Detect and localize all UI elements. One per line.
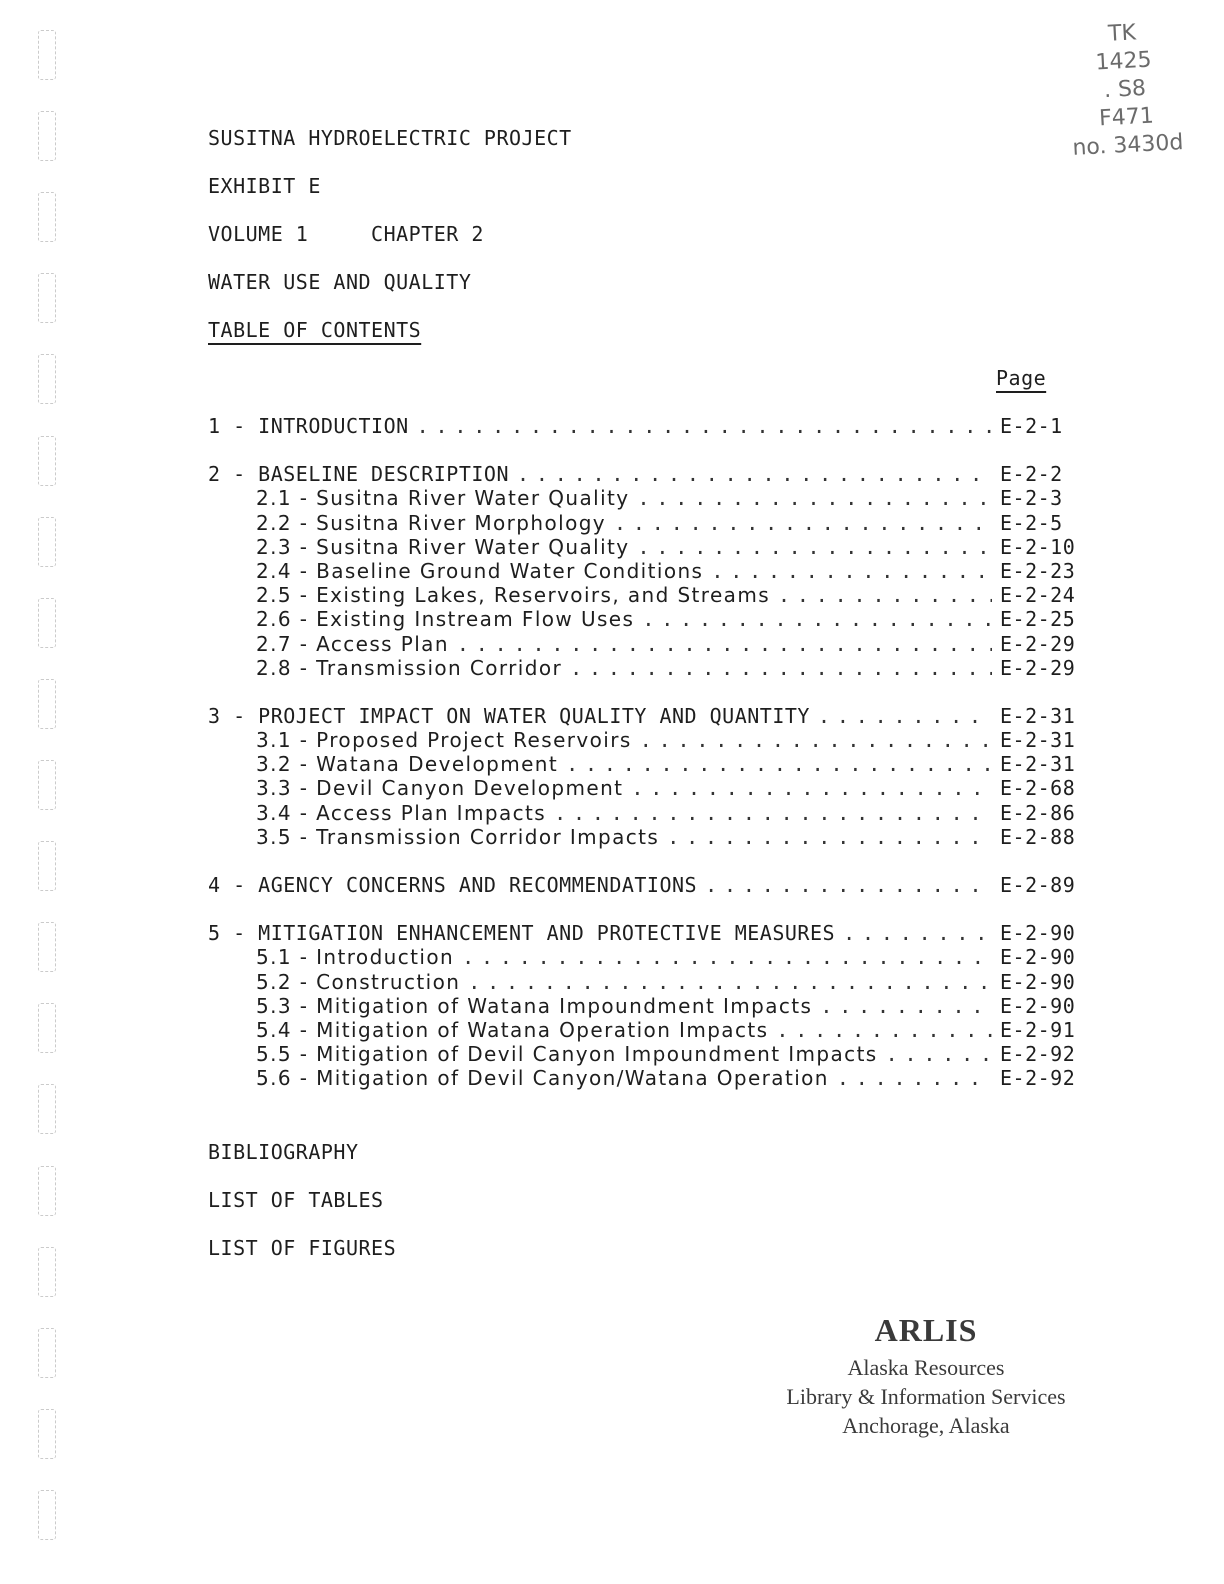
dot-leader [886, 1042, 992, 1066]
punch-hole [38, 1490, 56, 1540]
toc-entry[interactable] [208, 704, 1078, 728]
dot-leader [517, 462, 992, 486]
toc-entry-page: E-2-92 [1000, 1042, 1076, 1067]
toc-entry-label: 5.6 - Mitigation of Devil Canyon/Watana Operation [256, 1066, 829, 1091]
stamp-line: Anchorage, Alaska [842, 1413, 1010, 1438]
toc-entry-label: 3 - PROJECT IMPACT ON WATER QUALITY AND QUANTITY [208, 703, 810, 728]
toc-list-of-tables[interactable]: LIST OF TABLES [208, 1188, 384, 1212]
dot-leader [843, 921, 992, 945]
toc-entry[interactable] [208, 776, 1078, 800]
toc-entry[interactable] [208, 462, 1078, 486]
toc-entry-page: E-2-10 [1000, 534, 1076, 559]
punch-hole [38, 679, 56, 729]
toc-entry-label: 2.1 - Susitna River Water Quality [256, 486, 630, 511]
dot-leader [818, 704, 992, 728]
toc-entry-page: E-2-29 [1000, 655, 1076, 680]
toc-entry-label: 3.2 - Watana Development [256, 752, 559, 777]
dot-leader [614, 511, 992, 535]
dot-leader [468, 970, 992, 994]
call-number-line: TK [1107, 20, 1137, 47]
toc-entry-page: E-2-90 [1000, 921, 1076, 946]
toc-title: TABLE OF CONTENTS [208, 318, 422, 342]
toc-list-of-figures[interactable]: LIST OF FIGURES [208, 1236, 397, 1260]
punch-hole [38, 354, 56, 404]
toc-entry[interactable] [208, 414, 1078, 438]
toc-entry-page: E-2-89 [1000, 873, 1076, 897]
call-number-line: . S8 [1103, 75, 1147, 104]
dot-leader [642, 607, 992, 631]
dot-leader [667, 825, 992, 849]
toc-entry[interactable] [208, 825, 1078, 849]
punch-hole [38, 922, 56, 972]
punch-hole [38, 1328, 56, 1378]
toc-entry-label: 2.7 - Access Plan [256, 631, 449, 656]
punch-hole [38, 273, 56, 323]
toc-entry[interactable] [208, 535, 1078, 559]
arlis-logo: ARLIS [874, 1312, 978, 1348]
toc-entry-page: E-2-91 [1000, 1017, 1076, 1042]
punch-hole [38, 192, 56, 242]
project-title: SUSITNA HYDROELECTRIC PROJECT [208, 126, 572, 150]
call-number-line: F471 [1098, 103, 1155, 132]
toc-entry-page: E-2-86 [1000, 800, 1076, 825]
dot-leader [566, 752, 992, 776]
toc-entry-label: 2.4 - Baseline Ground Water Conditions [256, 558, 704, 583]
punch-hole [38, 841, 56, 891]
exhibit-label: EXHIBIT E [208, 174, 321, 198]
toc-entry[interactable] [208, 970, 1078, 994]
call-number-line: 1425 [1094, 47, 1153, 76]
toc-entry-page: E-2-29 [1000, 631, 1076, 656]
toc-entry[interactable] [208, 873, 1078, 897]
punch-hole [38, 598, 56, 648]
stamp-line: Alaska Resources [847, 1355, 1005, 1380]
toc-entry[interactable] [208, 994, 1078, 1018]
toc-entry-label: 2.8 - Transmission Corridor [256, 655, 563, 680]
toc-entry[interactable] [208, 656, 1078, 680]
toc-entry-page: E-2-1 [1000, 414, 1063, 438]
toc-entry-page: E-2-92 [1000, 1066, 1076, 1091]
dot-leader [640, 728, 992, 752]
toc-entry[interactable] [208, 1018, 1078, 1042]
volume-chapter: VOLUME 1 CHAPTER 2 [208, 222, 484, 246]
subject-title: WATER USE AND QUALITY [208, 270, 472, 294]
toc-entry-label: 3.4 - Access Plan Impacts [256, 800, 547, 825]
toc-entry-label: 5 - MITIGATION ENHANCEMENT AND PROTECTIVE MEASURES [208, 921, 836, 946]
toc-entry-label: 5.3 - Mitigation of Watana Impoundment Impacts [256, 993, 813, 1018]
punch-hole [38, 1409, 56, 1459]
toc-entry[interactable] [208, 511, 1078, 535]
toc-entry-label: 5.1 - Introduction [256, 945, 455, 970]
toc-entry[interactable] [208, 801, 1078, 825]
dot-leader [705, 873, 992, 897]
toc-entry-label: 5.2 - Construction [256, 969, 461, 994]
dot-leader [638, 535, 992, 559]
toc-entry-page: E-2-31 [1000, 728, 1076, 753]
binding-holes [28, 30, 64, 1540]
toc-entry[interactable] [208, 1042, 1078, 1066]
toc-entry[interactable] [208, 583, 1078, 607]
toc-entry-page: E-2-90 [1000, 945, 1076, 970]
toc-entry-label: 2 - BASELINE DESCRIPTION [208, 462, 509, 487]
toc-entry-label: 2.5 - Existing Lakes, Reservoirs, and Streams [256, 583, 771, 608]
toc-entry[interactable] [208, 1066, 1078, 1090]
dot-leader [570, 656, 992, 680]
toc-entry[interactable] [208, 486, 1078, 510]
toc-entry-page: E-2-31 [1000, 752, 1076, 777]
punch-hole [38, 436, 56, 486]
dot-leader [820, 994, 992, 1018]
toc-entry-label: 2.6 - Existing Instream Flow Uses [256, 607, 635, 632]
toc-entry-label: 3.5 - Transmission Corridor Impacts [256, 824, 660, 849]
toc-entry-label: 5.4 - Mitigation of Watana Operation Impacts [256, 1017, 769, 1042]
toc-entry-label: 2.2 - Susitna River Morphology [256, 510, 607, 535]
toc-entry-page: E-2-23 [1000, 558, 1076, 583]
punch-hole [38, 1247, 56, 1297]
dot-leader [778, 583, 992, 607]
toc-entry-page: E-2-90 [1000, 969, 1076, 994]
dot-leader [837, 1066, 992, 1090]
library-stamp [760, 1312, 1092, 1440]
dot-leader [711, 559, 992, 583]
toc-entry-page: E-2-90 [1000, 993, 1076, 1018]
page-column-label: Page [996, 366, 1047, 390]
toc-entry-label: 1 - INTRODUCTION [208, 414, 409, 438]
handwritten-call-number [1046, 16, 1203, 164]
toc-entry-page: E-2-25 [1000, 607, 1076, 632]
punch-hole [38, 1084, 56, 1134]
toc-entry-label: 5.5 - Mitigation of Devil Canyon Impoundment Impacts [256, 1042, 878, 1067]
call-number-line: no. 3430d [1071, 130, 1184, 161]
toc-entry[interactable] [208, 945, 1078, 969]
toc-entry-page: E-2-88 [1000, 824, 1076, 849]
toc-entry-page: E-2-24 [1000, 583, 1076, 608]
punch-hole [38, 1166, 56, 1216]
dot-leader [776, 1018, 992, 1042]
toc-entry-label: 4 - AGENCY CONCERNS AND RECOMMENDATIONS [208, 873, 698, 897]
toc-entry-page: E-2-2 [1000, 462, 1063, 487]
toc-entry-page: E-2-68 [1000, 776, 1076, 801]
punch-hole [38, 30, 56, 80]
punch-hole [38, 111, 56, 161]
dot-leader [462, 945, 992, 969]
toc-entry[interactable] [208, 559, 1078, 583]
punch-hole [38, 517, 56, 567]
punch-hole [38, 760, 56, 810]
dot-leader [457, 632, 992, 656]
dot-leader [631, 776, 992, 800]
toc-entry[interactable] [208, 752, 1078, 776]
toc-entry-page: E-2-5 [1000, 510, 1063, 535]
toc-entry[interactable] [208, 632, 1078, 656]
toc-entry-label: 3.1 - Proposed Project Reservoirs [256, 728, 632, 753]
toc-entry[interactable] [208, 728, 1078, 752]
stamp-line: Library & Information Services [786, 1384, 1066, 1409]
dot-leader [554, 801, 992, 825]
toc-entry-label: 3.3 - Devil Canyon Development [256, 776, 624, 801]
toc-entry[interactable] [208, 607, 1078, 631]
dot-leader [638, 486, 992, 510]
dot-leader [417, 414, 992, 438]
toc-bibliography[interactable]: BIBLIOGRAPHY [208, 1140, 359, 1164]
toc-entry-page: E-2-3 [1000, 486, 1063, 511]
table-of-contents [208, 414, 1078, 1091]
toc-entry-label: 2.3 - Susitna River Water Quality [256, 534, 630, 559]
punch-hole [38, 1003, 56, 1053]
toc-entry-page: E-2-31 [1000, 703, 1076, 728]
toc-entry[interactable] [208, 921, 1078, 945]
